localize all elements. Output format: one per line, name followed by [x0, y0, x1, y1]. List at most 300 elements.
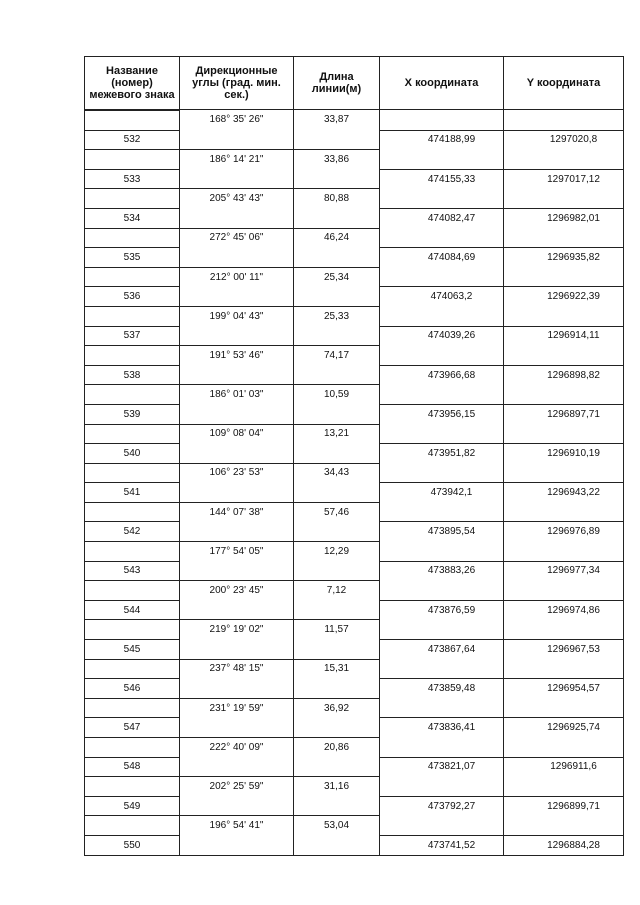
mark-row — [85, 443, 623, 463]
line-length-cell — [294, 639, 380, 659]
direction-angle-cell — [180, 659, 294, 679]
x-coordinate-cell — [380, 228, 504, 248]
mark-name-cell — [85, 326, 180, 346]
x-coordinate-cell — [380, 267, 504, 287]
mark-name-cell — [85, 541, 180, 561]
direction-angle-cell — [180, 247, 294, 267]
direction-angle-cell — [180, 365, 294, 385]
mark-name-value: 542 — [123, 526, 141, 538]
x-coordinate-cell — [380, 247, 504, 267]
direction-angle-cell — [180, 326, 294, 346]
table-header — [85, 57, 623, 110]
line-length-cell — [294, 228, 380, 248]
y-coordinate-value: 1296910,19 — [547, 447, 600, 459]
mark-row — [85, 796, 623, 816]
x-coordinate-value: 474082,47 — [427, 212, 476, 224]
x-coordinate-value: 474155,33 — [427, 173, 476, 185]
direction-angle-value: 222° 40' 09" — [209, 741, 264, 753]
y-coordinate-cell — [504, 619, 623, 639]
direction-angle-cell — [180, 149, 294, 169]
mark-name-value: 545 — [123, 643, 141, 655]
mark-row — [85, 757, 623, 777]
line-length-cell — [294, 188, 380, 208]
direction-angle-cell — [180, 345, 294, 365]
x-coordinate-value: 474084,69 — [427, 251, 476, 263]
y-coordinate-cell — [504, 639, 623, 659]
y-coordinate-cell — [504, 737, 623, 757]
boundary-coordinates-sheet — [84, 56, 624, 856]
direction-angle-value: 202° 25' 59" — [209, 780, 264, 792]
direction-angle-cell — [180, 815, 294, 835]
direction-angle-cell — [180, 639, 294, 659]
x-coordinate-cell — [380, 384, 504, 404]
side-row — [85, 502, 623, 522]
direction-angle-cell — [180, 835, 294, 855]
y-coordinate-cell — [504, 815, 623, 835]
y-coordinate-cell — [504, 188, 623, 208]
mark-row — [85, 247, 623, 267]
x-coordinate-cell — [380, 541, 504, 561]
side-row — [85, 580, 623, 600]
direction-angle-value: 109° 08' 04" — [209, 428, 264, 440]
x-coordinate-cell — [380, 365, 504, 385]
line-length-value: 57,46 — [323, 506, 350, 518]
direction-angle-value: 168° 35' 26" — [209, 114, 264, 126]
line-length-cell — [294, 247, 380, 267]
side-row — [85, 815, 623, 835]
direction-angle-value: 272° 45' 06" — [209, 232, 264, 244]
direction-angle-value: 219° 19' 02" — [209, 624, 264, 636]
mark-name-cell — [85, 365, 180, 385]
mark-name-value: 541 — [123, 487, 141, 499]
direction-angle-cell — [180, 169, 294, 189]
mark-name-cell — [85, 757, 180, 777]
line-length-cell — [294, 580, 380, 600]
header-y-coordinate: Y координата — [526, 77, 601, 89]
y-coordinate-value: 1296974,86 — [547, 604, 600, 616]
y-coordinate-value: 1296899,71 — [547, 800, 600, 812]
mark-name-cell — [85, 561, 180, 581]
mark-name-cell — [85, 306, 180, 326]
line-length-cell — [294, 482, 380, 502]
mark-name-cell — [85, 267, 180, 287]
y-coordinate-cell — [504, 541, 623, 561]
line-length-cell — [294, 678, 380, 698]
line-length-cell — [294, 443, 380, 463]
x-coordinate-value: 474188,99 — [427, 134, 476, 146]
y-coordinate-value: 1296935,82 — [547, 251, 600, 263]
mark-name-cell — [85, 482, 180, 502]
mark-name-value: 537 — [123, 330, 141, 342]
direction-angle-value: 106° 23' 53" — [209, 467, 264, 479]
mark-row — [85, 521, 623, 541]
line-length-cell — [294, 463, 380, 483]
x-coordinate-value: 474039,26 — [427, 330, 476, 342]
x-coordinate-value: 473966,68 — [427, 369, 476, 381]
direction-angle-cell — [180, 678, 294, 698]
mark-name-cell — [85, 110, 180, 130]
mark-name-cell — [85, 776, 180, 796]
line-length-value: 34,43 — [323, 467, 350, 479]
mark-name-cell — [85, 600, 180, 620]
header-mark-name: Название (номер) межевого знака — [85, 57, 180, 109]
direction-angle-cell — [180, 619, 294, 639]
y-coordinate-cell — [504, 482, 623, 502]
mark-name-cell — [85, 717, 180, 737]
side-row — [85, 619, 623, 639]
line-length-cell — [294, 110, 380, 130]
mark-row — [85, 169, 623, 189]
mark-name-cell — [85, 208, 180, 228]
header-direction-angle: Дирекционные углы (град. мин. сек.) — [180, 57, 294, 109]
direction-angle-value: 191° 53' 46" — [209, 349, 264, 361]
line-length-value: 25,33 — [323, 310, 350, 322]
mark-name-value: 546 — [123, 683, 141, 695]
direction-angle-cell — [180, 130, 294, 150]
mark-name-cell — [85, 247, 180, 267]
side-row — [85, 659, 623, 679]
mark-name-cell — [85, 424, 180, 444]
direction-angle-value: 205° 43' 43" — [209, 193, 264, 205]
direction-angle-cell — [180, 580, 294, 600]
mark-name-cell — [85, 521, 180, 541]
side-row — [85, 228, 623, 248]
y-coordinate-cell — [504, 561, 623, 581]
direction-angle-cell — [180, 463, 294, 483]
line-length-cell — [294, 208, 380, 228]
line-length-value: 46,24 — [323, 232, 350, 244]
line-length-cell — [294, 267, 380, 287]
y-coordinate-cell — [504, 149, 623, 169]
line-length-value: 25,34 — [323, 271, 350, 283]
mark-name-cell — [85, 678, 180, 698]
y-coordinate-cell — [504, 267, 623, 287]
line-length-value: 11,57 — [324, 624, 349, 636]
direction-angle-cell — [180, 110, 294, 130]
line-length-value: 10,59 — [323, 389, 350, 401]
direction-angle-cell — [180, 306, 294, 326]
line-length-cell — [294, 600, 380, 620]
x-coordinate-cell — [380, 286, 504, 306]
y-coordinate-cell — [504, 424, 623, 444]
direction-angle-cell — [180, 267, 294, 287]
y-coordinate-cell — [504, 326, 623, 346]
x-coordinate-value: 473821,07 — [427, 761, 476, 773]
mark-name-value: 533 — [123, 173, 141, 185]
y-coordinate-cell — [504, 365, 623, 385]
mark-row — [85, 561, 623, 581]
y-coordinate-cell — [504, 835, 623, 855]
x-coordinate-cell — [380, 835, 504, 855]
mark-name-value: 532 — [123, 134, 141, 146]
side-row — [85, 306, 623, 326]
direction-angle-cell — [180, 698, 294, 718]
line-length-value: 7,12 — [326, 585, 347, 597]
mark-row — [85, 482, 623, 502]
y-coordinate-value: 1297017,12 — [547, 173, 600, 185]
direction-angle-cell — [180, 776, 294, 796]
mark-row — [85, 130, 623, 150]
mark-name-cell — [85, 286, 180, 306]
x-coordinate-cell — [380, 482, 504, 502]
mark-name-cell — [85, 659, 180, 679]
line-length-cell — [294, 717, 380, 737]
line-length-value: 74,17 — [323, 349, 350, 361]
direction-angle-cell — [180, 502, 294, 522]
line-length-cell — [294, 619, 380, 639]
mark-name-cell — [85, 188, 180, 208]
side-row — [85, 541, 623, 561]
line-length-value: 80,88 — [323, 193, 350, 205]
x-coordinate-cell — [380, 188, 504, 208]
x-coordinate-value: 473859,48 — [427, 683, 476, 695]
mark-name-value: 547 — [123, 722, 141, 734]
mark-name-cell — [85, 130, 180, 150]
side-row — [85, 737, 623, 757]
mark-name-value: 544 — [123, 604, 141, 616]
direction-angle-value: 186° 14' 21" — [209, 153, 264, 165]
y-coordinate-value: 1296925,74 — [547, 722, 600, 734]
mark-name-value: 548 — [123, 761, 141, 773]
mark-name-value: 538 — [123, 369, 141, 381]
x-coordinate-cell — [380, 776, 504, 796]
line-length-cell — [294, 698, 380, 718]
mark-name-value: 550 — [123, 839, 141, 851]
line-length-cell — [294, 149, 380, 169]
y-coordinate-cell — [504, 757, 623, 777]
direction-angle-value: 196° 54' 41" — [209, 820, 264, 832]
line-length-value: 13,21 — [323, 428, 350, 440]
mark-row — [85, 365, 623, 385]
direction-angle-cell — [180, 737, 294, 757]
line-length-cell — [294, 757, 380, 777]
mark-name-cell — [85, 815, 180, 835]
direction-angle-cell — [180, 404, 294, 424]
x-coordinate-value: 473951,82 — [427, 447, 476, 459]
mark-name-cell — [85, 835, 180, 855]
line-length-value: 20,86 — [323, 741, 350, 753]
x-coordinate-cell — [380, 326, 504, 346]
mark-row — [85, 835, 623, 855]
side-row — [85, 149, 623, 169]
x-coordinate-cell — [380, 306, 504, 326]
mark-row — [85, 326, 623, 346]
y-coordinate-value: 1296911,6 — [550, 761, 597, 773]
direction-angle-value: 212° 00' 11" — [209, 271, 264, 283]
x-coordinate-cell — [380, 424, 504, 444]
line-length-cell — [294, 796, 380, 816]
line-length-cell — [294, 502, 380, 522]
direction-angle-value: 231° 19' 59" — [209, 702, 264, 714]
mark-row — [85, 717, 623, 737]
y-coordinate-cell — [504, 796, 623, 816]
header-x-coordinate: X координата — [380, 57, 504, 109]
mark-name-cell — [85, 580, 180, 600]
mark-name-cell — [85, 619, 180, 639]
y-coordinate-cell — [504, 580, 623, 600]
y-coordinate-cell — [504, 228, 623, 248]
y-coordinate-value: 1296884,28 — [547, 839, 600, 851]
y-coordinate-value: 1296976,89 — [547, 526, 600, 538]
direction-angle-cell — [180, 424, 294, 444]
side-row — [85, 188, 623, 208]
direction-angle-cell — [180, 482, 294, 502]
y-coordinate-value: 1296922,39 — [547, 291, 600, 303]
x-coordinate-cell — [380, 659, 504, 679]
y-coordinate-value: 1296977,34 — [547, 565, 600, 577]
mark-name-cell — [85, 698, 180, 718]
line-length-cell — [294, 541, 380, 561]
y-coordinate-cell — [504, 247, 623, 267]
table-body — [85, 110, 623, 855]
line-length-cell — [294, 737, 380, 757]
mark-name-value: 535 — [123, 251, 141, 263]
y-coordinate-cell — [504, 659, 623, 679]
direction-angle-cell — [180, 384, 294, 404]
line-length-cell — [294, 404, 380, 424]
y-coordinate-cell — [504, 463, 623, 483]
y-coordinate-value: 1296967,53 — [547, 643, 600, 655]
line-length-cell — [294, 169, 380, 189]
mark-name-cell — [85, 384, 180, 404]
line-length-cell — [294, 365, 380, 385]
mark-name-cell — [85, 463, 180, 483]
side-row — [85, 267, 623, 287]
direction-angle-cell — [180, 541, 294, 561]
mark-row — [85, 404, 623, 424]
line-length-cell — [294, 384, 380, 404]
side-row — [85, 776, 623, 796]
direction-angle-value: 199° 04' 43" — [209, 310, 264, 322]
mark-row — [85, 208, 623, 228]
y-coordinate-value: 1297020,8 — [549, 134, 598, 146]
y-coordinate-cell — [504, 345, 623, 365]
direction-angle-cell — [180, 600, 294, 620]
x-coordinate-cell — [380, 815, 504, 835]
y-coordinate-cell — [504, 306, 623, 326]
y-coordinate-value: 1296954,57 — [547, 683, 600, 695]
side-row — [85, 345, 623, 365]
mark-name-cell — [85, 149, 180, 169]
direction-angle-cell — [180, 521, 294, 541]
x-coordinate-cell — [380, 698, 504, 718]
y-coordinate-value: 1296943,22 — [547, 487, 600, 499]
x-coordinate-cell — [380, 110, 504, 130]
y-coordinate-value: 1296898,82 — [547, 369, 600, 381]
y-coordinate-value: 1296914,11 — [547, 330, 600, 342]
x-coordinate-cell — [380, 463, 504, 483]
x-coordinate-value: 473895,54 — [427, 526, 476, 538]
x-coordinate-cell — [380, 345, 504, 365]
direction-angle-value: 144° 07' 38" — [209, 506, 264, 518]
x-coordinate-value: 473741,52 — [427, 839, 476, 851]
line-length-value: 36,92 — [323, 702, 350, 714]
x-coordinate-cell — [380, 404, 504, 424]
line-length-cell — [294, 815, 380, 835]
y-coordinate-cell — [504, 776, 623, 796]
mark-name-cell — [85, 502, 180, 522]
direction-angle-value: 177° 54' 05" — [209, 545, 264, 557]
y-coordinate-cell — [504, 717, 623, 737]
mark-name-cell — [85, 796, 180, 816]
x-coordinate-cell — [380, 169, 504, 189]
boundary-coordinates-table — [84, 56, 624, 856]
x-coordinate-cell — [380, 443, 504, 463]
x-coordinate-cell — [380, 502, 504, 522]
x-coordinate-value: 473836,41 — [427, 722, 476, 734]
mark-name-cell — [85, 639, 180, 659]
line-length-value: 31,16 — [323, 780, 350, 792]
mark-name-cell — [85, 345, 180, 365]
mark-row — [85, 600, 623, 620]
y-coordinate-cell — [504, 521, 623, 541]
x-coordinate-cell — [380, 521, 504, 541]
mark-row — [85, 678, 623, 698]
header-line-length: Длина линии(м) — [294, 57, 380, 109]
direction-angle-value: 186° 01' 03" — [209, 389, 264, 401]
line-length-cell — [294, 776, 380, 796]
line-length-cell — [294, 306, 380, 326]
y-coordinate-cell — [504, 502, 623, 522]
x-coordinate-value: 473867,64 — [427, 643, 476, 655]
mark-name-value: 534 — [123, 212, 141, 224]
line-length-cell — [294, 561, 380, 581]
direction-angle-cell — [180, 228, 294, 248]
x-coordinate-value: 473956,15 — [427, 408, 476, 420]
x-coordinate-cell — [380, 600, 504, 620]
x-coordinate-value: 473883,26 — [427, 565, 476, 577]
direction-angle-value: 237° 48' 15" — [209, 663, 264, 675]
mark-row — [85, 286, 623, 306]
mark-name-value: 543 — [123, 565, 141, 577]
x-coordinate-cell — [380, 130, 504, 150]
y-coordinate-cell — [504, 169, 623, 189]
line-length-cell — [294, 326, 380, 346]
line-length-cell — [294, 345, 380, 365]
side-row — [85, 384, 623, 404]
line-length-cell — [294, 659, 380, 679]
x-coordinate-cell — [380, 717, 504, 737]
mark-row — [85, 639, 623, 659]
x-coordinate-cell — [380, 639, 504, 659]
mark-name-value: 540 — [123, 447, 141, 459]
direction-angle-cell — [180, 561, 294, 581]
side-row — [85, 424, 623, 444]
x-coordinate-cell — [380, 678, 504, 698]
direction-angle-cell — [180, 796, 294, 816]
y-coordinate-cell — [504, 443, 623, 463]
line-length-cell — [294, 424, 380, 444]
line-length-cell — [294, 521, 380, 541]
line-length-value: 33,87 — [323, 114, 350, 126]
line-length-value: 33,86 — [323, 153, 350, 165]
mark-name-cell — [85, 737, 180, 757]
x-coordinate-cell — [380, 737, 504, 757]
mark-name-value: 536 — [123, 291, 141, 303]
x-coordinate-cell — [380, 561, 504, 581]
x-coordinate-cell — [380, 757, 504, 777]
y-coordinate-cell — [504, 208, 623, 228]
line-length-value: 12,29 — [323, 545, 350, 557]
mark-name-cell — [85, 443, 180, 463]
x-coordinate-cell — [380, 208, 504, 228]
direction-angle-cell — [180, 717, 294, 737]
side-row — [85, 698, 623, 718]
y-coordinate-cell — [504, 110, 623, 130]
y-coordinate-cell — [504, 286, 623, 306]
line-length-cell — [294, 286, 380, 306]
y-coordinate-cell — [504, 404, 623, 424]
